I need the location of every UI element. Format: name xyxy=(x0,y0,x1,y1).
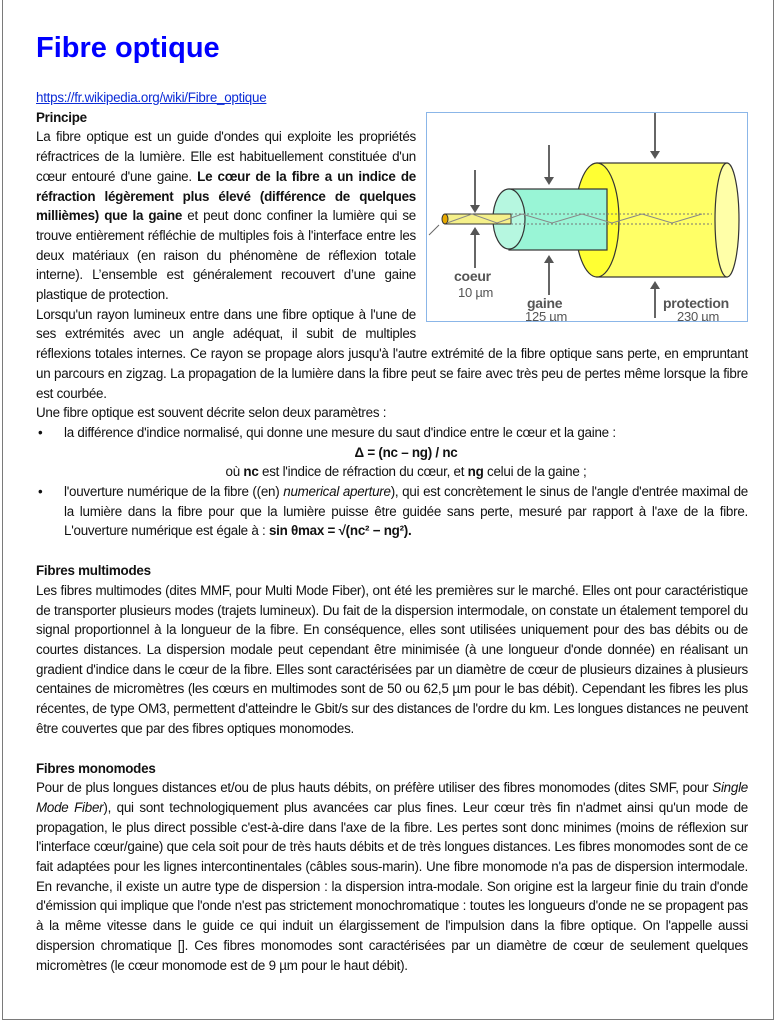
formula-explanation xyxy=(64,462,748,482)
text-run: ), qui sont technologiquement plus avancées car plus fines. Leur cœur très fin n'admet ainsi qu'un mode de propagation, le plus direct possible c'est-à-dire dans l'axe de la fibre. Les pertes sont donc minimes (moins de réflexion sur l'interface cœur/gaine) que cela soit pour de très hauts débits et de très longues distances. Les fibres monomodes sont de ce fait adaptées pour les lignes intercontinentales (câbles sous-marin). Une fibre monomode n'a pas de dispersion intermodale. En revanche, il existe un autre type de dispersion : la dispersion intra-modale. Son origine est la largeur finie du train d'onde d'émission qui implique que l'onde n'est pas strictement monochromatique : toutes les longueurs d'onde ne se propagent pas à la même vitesse dans le guide ce qui induit un élargissement de l'impulsion dans la fibre optique. On l'appelle aussi dispersion chromatique []. Ces fibres monomodes sont caractérisées par un diamètre de cœur de seulement quelques micromètres (le cœur monomode est de 9 µm pour le haut débit). xyxy=(36,799,749,973)
italic-text-run: numerical aperture xyxy=(283,484,391,500)
page-title: Fibre optique xyxy=(36,32,220,64)
text-run: La fibre optique est un guide d'ondes qui exploite les propriétés réfractrices de la lumière. Elle est habituellement constituée d'un cœur entouré d'une gaine. xyxy=(36,129,416,184)
text-run: ), qui est concrètement le sinus de l'angle d'entrée maximal de la lumière dans la fibre pour que la lumière puisse être guidée sans perte, mesuré par rapport à l'axe de la fibre. L'ouverture numérique est égale à : xyxy=(64,484,748,539)
principe-paragraph-3: Une fibre optique est souvent décrite selon deux paramètres : xyxy=(36,405,387,421)
coating-label: protection xyxy=(663,294,729,311)
monomode-paragraph xyxy=(36,778,748,975)
italic-text-run: Single Mode Fiber xyxy=(36,780,748,815)
text-run: et peut donc confiner la lumière qui se trouve entièrement réfléchie de multiples fois à l'interface entre les deux matériaux (en raison du phénomène de réflexion totale interne). L’ensemble est généralement recouvert d’une gaine plastique de protection. xyxy=(36,208,416,303)
text-run: celui de la gaine ; xyxy=(483,464,587,480)
section-heading-principe: Principe xyxy=(36,109,87,125)
text-run: où xyxy=(225,464,244,480)
section-heading-monomode: Fibres monomodes xyxy=(36,760,156,776)
cladding-label: gaine xyxy=(527,294,563,311)
document-content xyxy=(36,28,748,975)
fiber-diagram xyxy=(426,112,748,322)
text-run: Pour de plus longues distances et/ou de plus hauts débits, on préfère utiliser des fibres monomodes (dites SMF, pour xyxy=(36,780,713,796)
text-run: est l'indice de réfraction du cœur, et xyxy=(258,464,468,480)
principe-paragraph-2: Lorsqu'un rayon lumineux entre dans une fibre optique à l'une de ses extrémités avec un angle adéquat, il subit de multiples réflexions totales internes. Ce rayon se propage alors jusqu'à l'autre extrémité de la fibre optique sans perte, en empruntant un parcours en zigzag. La propagation de la lumière dans la fibre peut se faire avec très peu de pertes même lorsque la fibre est courbée. xyxy=(36,306,748,401)
ng-symbol: ng xyxy=(467,464,484,480)
wikipedia-link[interactable]: https://fr.wikipedia.org/wiki/Fibre_optique xyxy=(36,90,267,105)
bold-text-run: Le cœur de la fibre a un indice de réfraction légèrement plus élevé (différence de quelques millièmes) que la gaine xyxy=(36,168,416,224)
core-size: 10 µm xyxy=(458,284,494,300)
nc-symbol: nc xyxy=(243,464,259,480)
formula-numerical-aperture: sin θmax = √(nc² − ng²). xyxy=(268,523,412,539)
multimode-paragraph: Les fibres multimodes (dites MMF, pour Multi Mode Fiber), ont été les premières sur le marché. Elles ont pour caractéristique de transporter plusieurs modes (trajets lumineux). Du fait de la dispersion intermodale, on constate un étalement temporel du signal proportionnel à la longueur de la fibre. En conséquence, elles sont utilisées uniquement pour des bas débits ou de courtes distances. La dispersion modale peut cependant être minimisée (à une longueur d'onde donnée) en réalisant un gradient d'indice dans le cœur de la fibre. Elles sont caractérisées par un diamètre de cœur de plusieurs dizaines à plusieurs centaines de micromètres (les cœurs en multimodes sont de 50 ou 62,5 µm pour le bas débit). Cependant les fibres les plus récentes, de type OM3, permettent d'atteindre le Gbit/s sur des distances de l'ordre du km. Les longues distances ne peuvent être couvertes que par des fibres optiques monomodes. xyxy=(36,582,748,736)
section-heading-multimode: Fibres multimodes xyxy=(36,563,151,579)
core-label: coeur xyxy=(454,267,491,284)
list-item xyxy=(64,482,748,541)
text-run: l'ouverture numérique de la fibre ((en) xyxy=(64,484,284,500)
text-run: la différence d'indice normalisé, qui donne une mesure du saut d'indice entre le cœur et la gaine : xyxy=(64,424,616,440)
parameter-list xyxy=(36,423,748,541)
list-item xyxy=(64,423,748,482)
cladding-size: 125 µm xyxy=(525,308,568,321)
document-page xyxy=(2,0,774,1020)
coating-size: 230 µm xyxy=(677,308,720,321)
formula-delta: Δ = (nc – ng) / nc xyxy=(354,444,458,460)
